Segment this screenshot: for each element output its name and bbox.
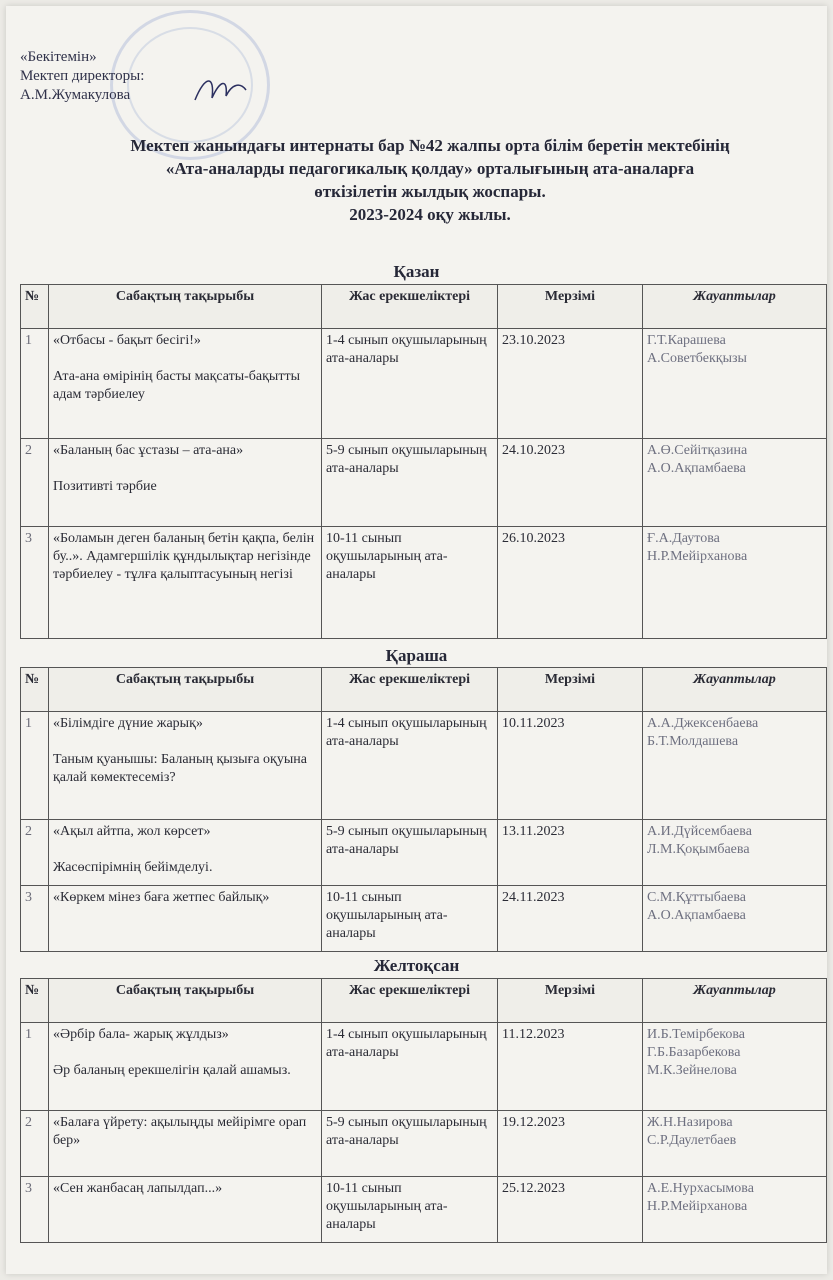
column-header: № bbox=[21, 285, 49, 329]
topic-title: «Көркем мінез баға жетпес байлық» bbox=[53, 890, 270, 905]
topic-title: «Ақыл айтпа, жол көрсет» bbox=[53, 824, 211, 839]
approval-line: А.М.Жумакулова bbox=[20, 87, 131, 103]
title-line: өткізілетін жылдық жоспары. bbox=[314, 182, 546, 201]
topic-title: «Әрбір бала- жарық жұлдыз» bbox=[53, 1027, 229, 1042]
responsible-name: И.Б.Темірбекова bbox=[647, 1027, 746, 1042]
approval-block bbox=[20, 48, 144, 105]
column-header: Жас ерекшеліктері bbox=[322, 668, 498, 712]
row-number: 3 bbox=[21, 1177, 49, 1243]
topic-subtitle: Жасөспірімнің бейімделуі. bbox=[53, 860, 213, 875]
table-row bbox=[21, 1111, 827, 1177]
topic-subtitle: Позитивті тәрбие bbox=[53, 479, 157, 494]
column-header: Жауаптылар bbox=[643, 285, 827, 329]
topic-title: «Балаға үйрету: ақылыңды мейірімге орап бер» bbox=[53, 1115, 307, 1148]
responsible-name: М.К.Зейнелова bbox=[647, 1063, 737, 1078]
row-responsible bbox=[643, 1111, 827, 1177]
table-row bbox=[21, 820, 827, 886]
row-topic bbox=[49, 329, 322, 439]
column-header: № bbox=[21, 668, 49, 712]
row-date: 23.10.2023 bbox=[498, 329, 643, 439]
responsible-name: С.М.Құттыбаева bbox=[647, 890, 746, 905]
title-line: «Ата-аналарды педагогикалық қолдау» орталығының ата-аналарға bbox=[165, 159, 695, 178]
topic-title: «Боламын деген баланың бетін қақпа, белін бу..». Адамгершілік құндылықтар негізінде тәрбиелеу - тұлға қалыптасуының негізі bbox=[53, 531, 315, 582]
table-header-row bbox=[21, 668, 827, 712]
responsible-name: С.Р.Даулетбаев bbox=[647, 1133, 737, 1148]
month-title: Желтоқсан bbox=[373, 956, 460, 975]
row-topic bbox=[49, 820, 322, 886]
row-number: 2 bbox=[21, 820, 49, 886]
row-date: 19.12.2023 bbox=[498, 1111, 643, 1177]
row-responsible bbox=[643, 329, 827, 439]
row-responsible bbox=[643, 527, 827, 639]
column-header: Жас ерекшеліктері bbox=[322, 979, 498, 1023]
plan-table bbox=[20, 978, 827, 1243]
row-date: 25.12.2023 bbox=[498, 1177, 643, 1243]
responsible-name: Ж.Н.Назирова bbox=[647, 1115, 733, 1130]
row-topic bbox=[49, 439, 322, 527]
topic-title: «Сен жанбасаң лапылдап...» bbox=[53, 1181, 223, 1196]
row-date: 24.10.2023 bbox=[498, 439, 643, 527]
topic-title: «Білімдіге дүние жарық» bbox=[53, 716, 203, 731]
row-responsible bbox=[643, 820, 827, 886]
table-header-row bbox=[21, 285, 827, 329]
responsible-name: Л.М.Қоқымбаева bbox=[647, 842, 750, 857]
column-header: № bbox=[21, 979, 49, 1023]
row-topic bbox=[49, 712, 322, 820]
table-row bbox=[21, 329, 827, 439]
row-age: 10-11 сынып оқушыларының ата-аналары bbox=[322, 527, 498, 639]
document-title bbox=[40, 134, 820, 226]
topic-subtitle: Әр баланың ерекшелігін қалай ашамыз. bbox=[53, 1063, 291, 1078]
title-line: Мектеп жанындағы интернаты бар №42 жалпы орта білім беретін мектебінің bbox=[130, 136, 730, 155]
row-topic bbox=[49, 1177, 322, 1243]
row-date: 13.11.2023 bbox=[498, 820, 643, 886]
responsible-name: А.Е.Нурхасымова bbox=[647, 1181, 754, 1196]
column-header: Жауаптылар bbox=[643, 979, 827, 1023]
responsible-name: А.О.Ақпамбаева bbox=[647, 461, 746, 476]
topic-subtitle: Ата-ана өмірінің басты мақсаты-бақытты адам тәрбиелеу bbox=[53, 369, 300, 402]
row-topic bbox=[49, 1023, 322, 1111]
approval-line: «Бекітемін» bbox=[20, 49, 97, 65]
row-topic bbox=[49, 886, 322, 952]
table-row bbox=[21, 712, 827, 820]
column-header: Мерзімі bbox=[498, 668, 643, 712]
responsible-name: А.Ө.Сейітқазина bbox=[647, 443, 748, 458]
table-row bbox=[21, 1023, 827, 1111]
table-row bbox=[21, 439, 827, 527]
responsible-name: Б.Т.Молдашева bbox=[647, 734, 739, 749]
column-header: Сабақтың тақырыбы bbox=[49, 979, 322, 1023]
row-number: 1 bbox=[21, 329, 49, 439]
table-row bbox=[21, 886, 827, 952]
row-age: 5-9 сынып оқушыларының ата-аналары bbox=[322, 439, 498, 527]
responsible-name: Н.Р.Мейірханова bbox=[647, 549, 748, 564]
row-number: 3 bbox=[21, 527, 49, 639]
row-age: 1-4 сынып оқушыларының ата-аналары bbox=[322, 329, 498, 439]
responsible-name: А.И.Дүйсембаева bbox=[647, 824, 752, 839]
row-responsible bbox=[643, 1177, 827, 1243]
column-header: Жауаптылар bbox=[643, 668, 827, 712]
row-age: 5-9 сынып оқушыларының ата-аналары bbox=[322, 1111, 498, 1177]
row-number: 3 bbox=[21, 886, 49, 952]
row-date: 11.12.2023 bbox=[498, 1023, 643, 1111]
row-number: 1 bbox=[21, 1023, 49, 1111]
responsible-name: Ғ.А.Даутова bbox=[647, 531, 720, 546]
responsible-name: Г.Т.Карашева bbox=[647, 333, 726, 348]
row-responsible bbox=[643, 886, 827, 952]
topic-title: «Отбасы - бақыт бесігі!» bbox=[53, 333, 201, 348]
column-header: Жас ерекшеліктері bbox=[322, 285, 498, 329]
table-row bbox=[21, 1177, 827, 1243]
approval-line: Мектеп директоры: bbox=[20, 68, 145, 84]
responsible-name: А.А.Джексенбаева bbox=[647, 716, 759, 731]
title-line: 2023-2024 оқу жылы. bbox=[349, 205, 511, 224]
responsible-name: А.Советбекқызы bbox=[647, 351, 747, 366]
table-row bbox=[21, 527, 827, 639]
row-number: 2 bbox=[21, 1111, 49, 1177]
row-responsible bbox=[643, 439, 827, 527]
month-title: Қараша bbox=[385, 646, 448, 665]
row-date: 26.10.2023 bbox=[498, 527, 643, 639]
row-age: 10-11 сынып оқушыларының ата-аналары bbox=[322, 886, 498, 952]
column-header: Мерзімі bbox=[498, 285, 643, 329]
row-age: 1-4 сынып оқушыларының ата-аналары bbox=[322, 1023, 498, 1111]
row-age: 10-11 сынып оқушыларының ата-аналары bbox=[322, 1177, 498, 1243]
row-age: 5-9 сынып оқушыларының ата-аналары bbox=[322, 820, 498, 886]
row-responsible bbox=[643, 712, 827, 820]
topic-title: «Баланың бас ұстазы – ата-ана» bbox=[53, 443, 244, 458]
responsible-name: А.О.Ақпамбаева bbox=[647, 908, 746, 923]
plan-table bbox=[20, 284, 827, 639]
topic-subtitle: Таным қуанышы: Баланың қызыға оқуына қалай көмектесеміз? bbox=[53, 752, 307, 785]
row-number: 2 bbox=[21, 439, 49, 527]
month-title: Қазан bbox=[393, 262, 440, 281]
responsible-name: Г.Б.Базарбекова bbox=[647, 1045, 741, 1060]
plan-table bbox=[20, 667, 827, 952]
row-date: 24.11.2023 bbox=[498, 886, 643, 952]
column-header: Сабақтың тақырыбы bbox=[49, 285, 322, 329]
row-topic bbox=[49, 1111, 322, 1177]
row-age: 1-4 сынып оқушыларының ата-аналары bbox=[322, 712, 498, 820]
column-header: Сабақтың тақырыбы bbox=[49, 668, 322, 712]
responsible-name: Н.Р.Мейірханова bbox=[647, 1199, 748, 1214]
table-header-row bbox=[21, 979, 827, 1023]
row-date: 10.11.2023 bbox=[498, 712, 643, 820]
row-responsible bbox=[643, 1023, 827, 1111]
row-topic bbox=[49, 527, 322, 639]
director-signature bbox=[190, 70, 250, 110]
row-number: 1 bbox=[21, 712, 49, 820]
column-header: Мерзімі bbox=[498, 979, 643, 1023]
